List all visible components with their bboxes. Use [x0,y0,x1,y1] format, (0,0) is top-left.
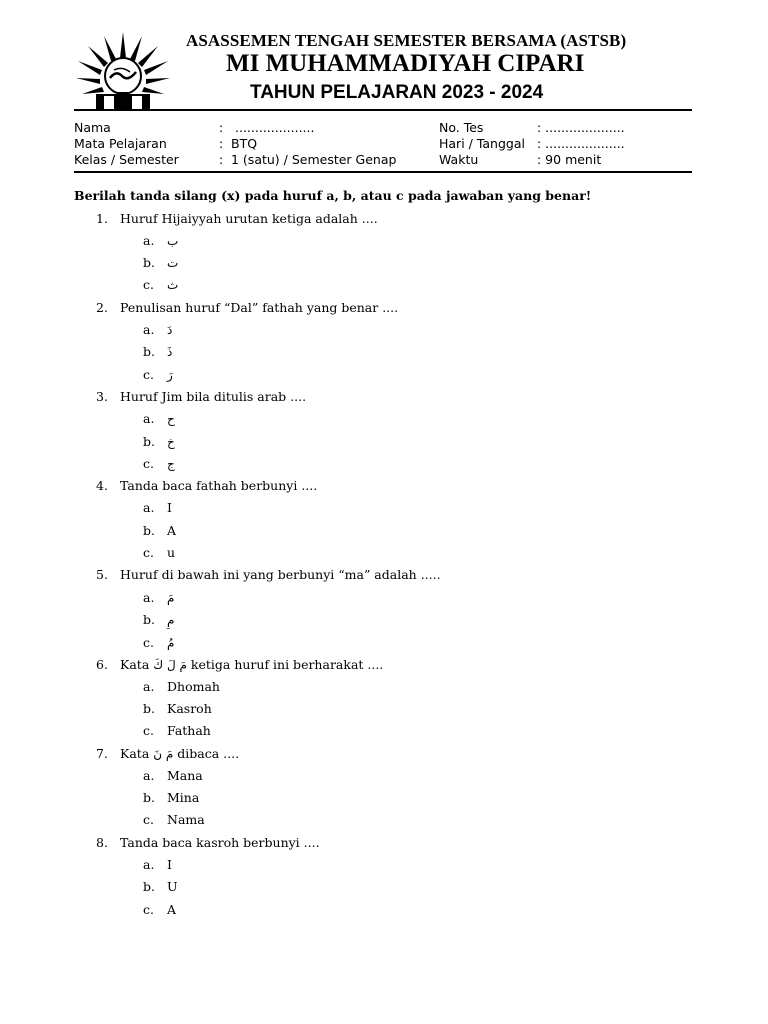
option-letter: a. [143,857,155,872]
option-8c [143,902,176,917]
question-text: Tanda baca kasroh berbunyi .... [120,835,320,850]
option-text: ذَ [167,345,173,359]
question-3 [96,389,306,404]
option-1b [143,255,178,270]
option-4c [143,545,175,560]
question-text: Huruf di bawah ini yang berbunyi “ma” adalah ..... [120,567,441,582]
header-divider-top [74,109,692,111]
option-text: I [167,500,172,515]
info-label-tanggal: Hari / Tanggal [439,136,525,151]
option-letter: b. [143,255,155,270]
option-7c [143,812,205,827]
option-text: Mana [167,768,203,783]
option-text: مَ [167,591,175,605]
option-2c [143,367,173,382]
option-text: A [167,902,177,917]
info-value-mapel: BTQ [231,136,258,151]
option-5a [143,590,174,605]
option-letter: a. [143,411,155,426]
question-text: Huruf Hijaiyyah urutan ketiga adalah .... [120,211,378,226]
info-sep-mapel: : [219,136,224,151]
option-letter: b. [143,523,155,538]
option-letter: b. [143,612,155,627]
option-2b [143,344,172,359]
header-title-school: MI MUHAMMADIYAH CIPARI [226,50,585,77]
option-text: مِ [167,613,175,627]
option-text: ت [167,256,179,270]
info-label-notes: No. Tes [439,120,484,135]
info-value-tanggal: : .................... [537,136,625,151]
option-letter: c. [143,902,154,917]
option-letter: c. [143,812,154,827]
question-8 [96,835,320,850]
option-5b [143,612,174,627]
option-letter: c. [143,723,154,738]
question-number: 1. [96,211,108,226]
info-value-nama: .................... [235,120,315,135]
option-text: Nama [167,812,205,827]
question-number: 2. [96,300,108,315]
option-letter: b. [143,434,155,449]
option-letter: c. [143,545,154,560]
option-text: مُ [167,636,175,650]
option-letter: b. [143,701,155,716]
option-text: ح [167,412,175,426]
option-text: ج [167,457,175,471]
question-text-pre: Kata [120,657,154,672]
instruction-text: Berilah tanda silang (x) pada huruf a, b, atau c pada jawaban yang benar! [74,188,592,203]
question-6 [96,657,383,672]
header-title-year: TAHUN PELAJARAN 2023 - 2024 [250,82,544,103]
question-1 [96,211,378,226]
option-letter: a. [143,322,155,337]
question-5 [96,567,441,582]
info-sep-kelas: : [219,152,224,167]
question-arabic-word: مَ نَ [153,747,174,761]
header-title-assessment: ASASSEMEN TENGAH SEMESTER BERSAMA (ASTSB) [186,31,627,50]
option-text: Kasroh [167,701,212,716]
option-letter: a. [143,590,155,605]
info-label-waktu: Waktu [439,152,479,167]
option-5c [143,635,174,650]
option-letter: c. [143,635,154,650]
header-divider-bottom [74,171,692,173]
info-label-nama: Nama [74,120,111,135]
option-6a [143,679,220,694]
option-text: Fathah [167,723,211,738]
question-text-post: dibaca .... [173,746,240,761]
option-text: Mina [167,790,200,805]
question-number: 4. [96,478,108,493]
option-text: خ [167,435,175,449]
option-4a [143,500,172,515]
option-8b [143,879,178,894]
option-text: دَ [167,323,173,337]
question-text-post: ketiga huruf ini berharakat .... [186,657,384,672]
option-4b [143,523,176,538]
info-value-waktu: : 90 menit [537,152,602,167]
option-3b [143,434,175,449]
question-text-pre: Kata [120,746,154,761]
option-text: ث [167,278,179,292]
question-2 [96,300,398,315]
question-arabic-word: مَ لَ كَ [153,658,187,672]
option-text: U [167,879,178,894]
option-letter: a. [143,768,155,783]
question-4 [96,478,317,493]
option-text: رَ [167,368,173,382]
option-letter: c. [143,367,154,382]
info-label-mapel: Mata Pelajaran [74,136,167,151]
option-7b [143,790,199,805]
option-text: ب [167,234,179,248]
option-1a [143,233,178,248]
option-text: u [167,545,176,560]
info-label-kelas: Kelas / Semester [74,152,179,167]
info-value-kelas: 1 (satu) / Semester Genap [231,152,397,167]
question-number: 3. [96,389,108,404]
question-number: 8. [96,835,108,850]
option-3c [143,456,175,471]
question-number: 7. [96,746,108,761]
option-3a [143,411,175,426]
option-letter: b. [143,879,155,894]
question-number: 5. [96,567,108,582]
question-number: 6. [96,657,108,672]
option-letter: c. [143,277,154,292]
question-7 [96,746,239,761]
info-value-notes: : .................... [537,120,625,135]
option-1c [143,277,178,292]
question-text: Penulisan huruf “Dal” fathah yang benar .... [120,300,399,315]
option-text: I [167,857,172,872]
option-letter: a. [143,500,155,515]
option-text: A [167,523,177,538]
option-letter: b. [143,344,155,359]
school-logo [74,30,172,112]
question-text: Tanda baca fathah berbunyi .... [120,478,318,493]
option-2a [143,322,172,337]
option-text: Dhomah [167,679,220,694]
option-7a [143,768,203,783]
option-6b [143,701,212,716]
option-letter: c. [143,456,154,471]
info-sep-nama: : [219,120,224,135]
option-letter: a. [143,233,155,248]
option-6c [143,723,211,738]
option-8a [143,857,172,872]
option-letter: b. [143,790,155,805]
option-letter: a. [143,679,155,694]
question-text: Huruf Jim bila ditulis arab .... [120,389,307,404]
